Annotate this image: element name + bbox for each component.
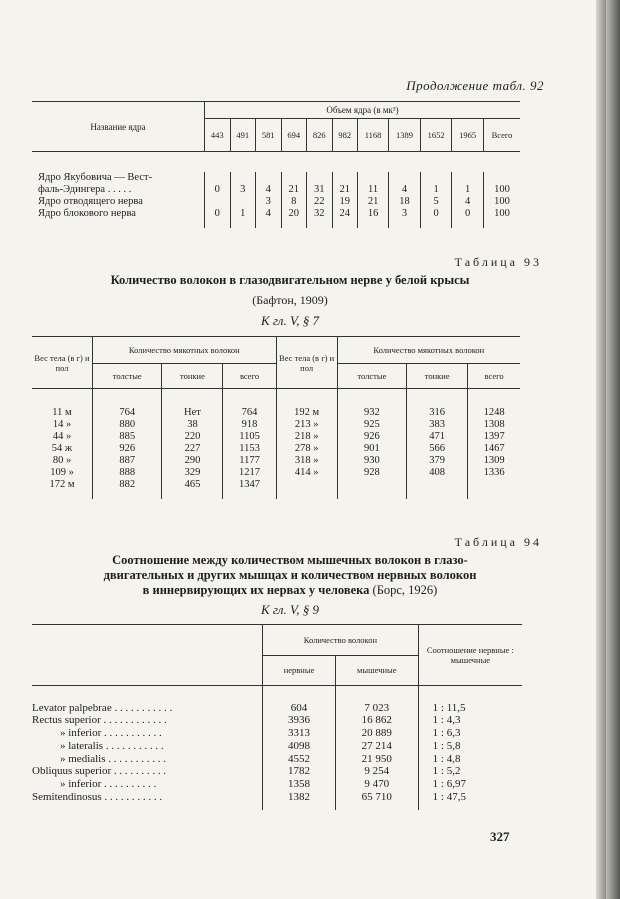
t93-cell: 220 <box>162 431 223 443</box>
table-94-title-line: двигательных и других мышцах и количеством нервных волокон <box>103 568 477 582</box>
t93-cell: 1217 <box>223 467 276 479</box>
t94-cell: 3936 <box>263 714 336 727</box>
t92-row-name: Ядро отводящего нерва <box>38 195 143 207</box>
t94-cell: 9 254 <box>335 765 418 778</box>
t92-cell: 0 <box>205 184 231 196</box>
t92-col: 1389 <box>389 119 421 152</box>
t93-cell: 11 м <box>52 406 72 418</box>
t93-cell: 764 <box>223 407 276 419</box>
t93-cell: 1309 <box>468 455 520 467</box>
t92-col: 491 <box>230 119 256 152</box>
t92-cell: 21 <box>358 196 389 208</box>
t92-col: 694 <box>281 119 307 152</box>
t93-cell: 1467 <box>468 443 520 455</box>
t92-cell: 19 <box>332 196 358 208</box>
t93-cell: 408 <box>407 467 468 479</box>
t93-cell: 1336 <box>468 467 520 479</box>
t93-cell <box>407 479 468 491</box>
t92-cell: 22 <box>307 196 333 208</box>
t93-cell: 227 <box>162 443 223 455</box>
t94-cell: 1 : 47,5 <box>418 791 522 804</box>
t93-cell: 192 м <box>276 407 337 419</box>
table-93 <box>32 336 520 499</box>
table-94 <box>32 624 522 810</box>
t94-cell: 27 214 <box>335 740 418 753</box>
table-row <box>32 714 522 727</box>
t94-cell: Levator palpebrae . . . . . . . . . . . <box>32 701 173 714</box>
t92-cell: 24 <box>332 208 358 220</box>
t92-cell: 20 <box>281 208 307 220</box>
t92-cell: 11 <box>358 184 389 196</box>
t93-cell: 1153 <box>223 443 276 455</box>
t94-cell: » inferior . . . . . . . . . . . <box>60 727 162 740</box>
t93-sub-thick-2: толстые <box>337 364 406 389</box>
t93-sub-total: всего <box>223 364 276 389</box>
table-row <box>32 172 520 184</box>
t94-cell: 1 : 6,97 <box>418 778 522 791</box>
t92-cell: 100 <box>483 196 520 208</box>
t93-cell: 928 <box>337 467 406 479</box>
t93-cell <box>337 479 406 491</box>
t94-cell: 1358 <box>263 778 336 791</box>
t94-cell: 1 : 11,5 <box>418 702 522 715</box>
book-edge <box>606 0 620 899</box>
t92-cell: 1 <box>420 184 452 196</box>
continuation-caption: Продолжение табл. 92 <box>406 78 544 93</box>
t92-cell: 4 <box>256 208 282 220</box>
table-93-title: Количество волокон в глазодвигательном нерве у белой крысы <box>110 273 470 287</box>
t92-col: 1168 <box>358 119 389 152</box>
t92-col: 1652 <box>420 119 452 152</box>
t93-sub-thick: толстые <box>93 364 162 389</box>
table-93-label: Таблица 93 <box>454 255 542 269</box>
t92-volume-header: Объем ядра (в мк³) <box>205 102 521 119</box>
t93-cell: 14 » <box>52 418 72 430</box>
table-row <box>32 208 520 220</box>
t92-cell: 0 <box>420 208 452 220</box>
t94-cell: 1 : 6,3 <box>418 727 522 740</box>
table-row <box>32 753 522 766</box>
t92-cell: 0 <box>452 208 484 220</box>
t92-col: 826 <box>307 119 333 152</box>
t92-col: 443 <box>205 119 231 152</box>
table-row <box>32 419 520 431</box>
table-row <box>32 196 520 208</box>
t93-cell: 80 » <box>52 454 72 466</box>
t93-cell: 901 <box>337 443 406 455</box>
t92-cell: 21 <box>332 184 358 196</box>
t93-cell: 465 <box>162 479 223 491</box>
table-row <box>32 791 522 804</box>
t93-cell: 918 <box>223 419 276 431</box>
t94-cell: 16 862 <box>335 714 418 727</box>
table-94-label: Таблица 94 <box>454 535 542 549</box>
t93-cell: 44 » <box>52 430 72 442</box>
t94-cell: » lateralis . . . . . . . . . . . <box>60 739 164 752</box>
t92-col: 581 <box>256 119 282 152</box>
t92-cell: 3 <box>389 208 421 220</box>
table-94-title-line <box>60 583 520 598</box>
t93-cell: 925 <box>337 419 406 431</box>
t93-cell: 764 <box>93 407 162 419</box>
t93-cell: 38 <box>162 419 223 431</box>
t94-sub-nerve: нервные <box>263 655 336 686</box>
t92-cell: 4 <box>256 184 282 196</box>
t93-sub-total-2: всего <box>468 364 520 389</box>
table-94-title-line: Соотношение между количеством мышечных волокон в глазо- <box>112 553 468 567</box>
t92-name-header: Название ядра <box>32 102 205 152</box>
t93-sub-thin-2: тонкие <box>407 364 468 389</box>
t93-cell: 213 » <box>276 419 337 431</box>
t93-cell: 926 <box>93 443 162 455</box>
t93-cell: 880 <box>93 419 162 431</box>
t93-cell: 414 » <box>276 467 337 479</box>
t92-cell: 1 <box>452 184 484 196</box>
table-row <box>32 765 522 778</box>
t94-cell: 1 : 4,8 <box>418 753 522 766</box>
t93-cell <box>468 479 520 491</box>
t93-cell: 316 <box>407 407 468 419</box>
t93-cell: 318 » <box>276 455 337 467</box>
t94-cell: Semitendinosus . . . . . . . . . . . <box>32 791 163 804</box>
t94-cell: 1782 <box>263 765 336 778</box>
t93-cell <box>276 479 337 491</box>
t93-cell: 1397 <box>468 431 520 443</box>
t93-weight-header-2: Вес тела (в г) и пол <box>276 337 337 389</box>
t94-cell: Rectus superior . . . . . . . . . . . . <box>32 714 167 727</box>
t92-cell: 32 <box>307 208 333 220</box>
t93-cell: 1308 <box>468 419 520 431</box>
t92-cell: 8 <box>281 196 307 208</box>
t92-cell: 18 <box>389 196 421 208</box>
t94-cell: 4098 <box>263 740 336 753</box>
t92-row-name: Ядро Якубовича — Вест- <box>38 171 153 183</box>
t94-cell: 4552 <box>263 753 336 766</box>
table-92 <box>32 101 520 228</box>
t93-cell: 379 <box>407 455 468 467</box>
t93-cell: 882 <box>93 479 162 491</box>
t94-sub-muscle: мышечные <box>335 655 418 686</box>
t93-cell: 172 м <box>49 478 75 490</box>
t92-col: 982 <box>332 119 358 152</box>
table-row <box>32 467 520 479</box>
t93-group-header-2: Количество мякотных волокон <box>337 337 520 364</box>
t94-cell: 1382 <box>263 791 336 804</box>
t93-cell: 109 » <box>50 466 74 478</box>
t92-col: Всего <box>483 119 520 152</box>
t93-cell: 885 <box>93 431 162 443</box>
table-93-reference: К гл. V, § 7 <box>261 313 319 328</box>
t93-cell: 1177 <box>223 455 276 467</box>
t94-cell: 1 : 4,3 <box>418 714 522 727</box>
t94-group-header: Количество волокон <box>263 625 419 656</box>
t92-cell: 31 <box>307 184 333 196</box>
table-94-title <box>60 553 520 598</box>
t93-cell: 926 <box>337 431 406 443</box>
table-94-reference: К гл. V, § 9 <box>261 602 319 617</box>
page-number: 327 <box>490 829 510 844</box>
t93-cell: 218 » <box>276 431 337 443</box>
t92-cell: 16 <box>358 208 389 220</box>
t94-cell: 3313 <box>263 727 336 740</box>
t92-cell: 3 <box>256 196 282 208</box>
table-row <box>32 431 520 443</box>
t94-cell: 65 710 <box>335 791 418 804</box>
t93-cell: 887 <box>93 455 162 467</box>
page-edge <box>596 0 606 899</box>
table-row <box>32 778 522 791</box>
table-row <box>32 740 522 753</box>
t92-cell: 3 <box>230 184 256 196</box>
table-row <box>32 479 520 491</box>
t94-cell: 9 470 <box>335 778 418 791</box>
t93-cell: 471 <box>407 431 468 443</box>
t93-cell: 1105 <box>223 431 276 443</box>
table-93-source: (Бафтон, 1909) <box>252 293 328 307</box>
t94-cell: 21 950 <box>335 753 418 766</box>
t93-weight-header: Вес тела (в г) и пол <box>32 337 93 389</box>
t93-cell: 54 ж <box>51 442 73 454</box>
t92-row-name: фаль-Эдингера . . . . . <box>38 183 132 195</box>
t93-cell: 888 <box>93 467 162 479</box>
t94-cell: 1 : 5,8 <box>418 740 522 753</box>
t94-cell: 7 023 <box>335 702 418 715</box>
t92-cell: 100 <box>483 208 520 220</box>
table-row <box>32 184 520 196</box>
table-row <box>32 727 522 740</box>
t94-cell: Obliquus superior . . . . . . . . . . <box>32 765 167 778</box>
t94-cell: 1 : 5,2 <box>418 765 522 778</box>
table-row <box>32 443 520 455</box>
t93-cell: 1347 <box>223 479 276 491</box>
table-94-source: (Борс, 1926) <box>372 583 438 597</box>
t93-cell: 1248 <box>468 407 520 419</box>
t93-cell: Нет <box>162 407 223 419</box>
t93-cell: 329 <box>162 467 223 479</box>
t93-cell: 278 » <box>276 443 337 455</box>
t92-col: 1965 <box>452 119 484 152</box>
t92-cell: 4 <box>389 184 421 196</box>
t92-cell: 4 <box>452 196 484 208</box>
t92-cell: 5 <box>420 196 452 208</box>
t94-cell: 604 <box>263 702 336 715</box>
t93-sub-thin: тонкие <box>162 364 223 389</box>
t92-cell: 1 <box>230 208 256 220</box>
t93-cell: 383 <box>407 419 468 431</box>
t94-cell: » medialis . . . . . . . . . . . <box>60 752 167 765</box>
t94-cell: 20 889 <box>335 727 418 740</box>
t93-cell: 290 <box>162 455 223 467</box>
t93-cell: 566 <box>407 443 468 455</box>
t93-cell: 930 <box>337 455 406 467</box>
t92-row-name: Ядро блокового нерва <box>38 207 136 219</box>
t92-cell: 0 <box>205 208 231 220</box>
t93-group-header: Количество мякотных волокон <box>93 337 277 364</box>
table-row <box>32 702 522 715</box>
t92-cell: 21 <box>281 184 307 196</box>
table-94-title-text: в иннервирующих их нервах у человека <box>142 583 370 597</box>
t93-cell: 932 <box>337 407 406 419</box>
table-row <box>32 455 520 467</box>
t94-cell: » inferior . . . . . . . . . . <box>60 778 157 791</box>
table-row <box>32 407 520 419</box>
t92-cell: 100 <box>483 184 520 196</box>
t94-ratio-header: Соотношение нервные : мышечные <box>418 625 522 686</box>
